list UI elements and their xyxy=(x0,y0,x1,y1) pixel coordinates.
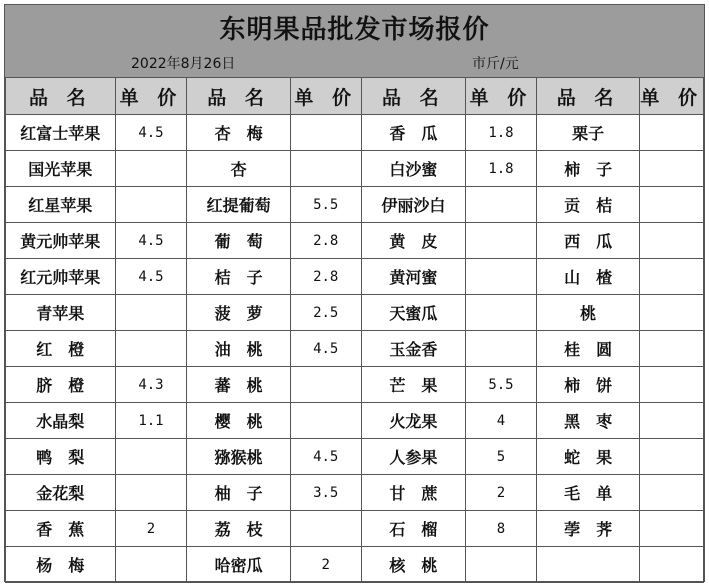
table-row xyxy=(6,367,704,403)
fruit-price-cell xyxy=(640,259,704,295)
fruit-price-cell xyxy=(466,223,537,259)
title-band xyxy=(5,5,704,77)
fruit-name-cell: 石 榴 xyxy=(361,511,465,547)
fruit-name-cell: 黑 枣 xyxy=(536,403,639,439)
table-row xyxy=(6,259,704,295)
fruit-name-cell xyxy=(536,547,639,583)
fruit-price-cell xyxy=(640,223,704,259)
fruit-name-cell: 荸 荠 xyxy=(536,511,639,547)
fruit-price-cell: 2 xyxy=(290,547,361,583)
table-row xyxy=(6,403,704,439)
fruit-price-cell xyxy=(640,403,704,439)
fruit-price-cell xyxy=(640,295,704,331)
fruit-price-cell: 4 xyxy=(466,403,537,439)
fruit-name-cell: 人参果 xyxy=(361,439,465,475)
fruit-price-cell xyxy=(466,547,537,583)
price-unit: 市斤/元 xyxy=(472,56,519,72)
fruit-price-cell xyxy=(640,547,704,583)
fruit-name-cell: 贡 桔 xyxy=(536,187,639,223)
fruit-name-cell: 红提葡萄 xyxy=(187,187,290,223)
fruit-name-cell: 火龙果 xyxy=(361,403,465,439)
fruit-name-cell: 葡 萄 xyxy=(187,223,290,259)
fruit-price-cell xyxy=(640,187,704,223)
fruit-price-cell: 4.5 xyxy=(290,331,361,367)
fruit-price-cell xyxy=(115,151,187,187)
fruit-name-cell: 金花梨 xyxy=(6,475,116,511)
fruit-name-cell: 芒 果 xyxy=(361,367,465,403)
fruit-price-cell xyxy=(640,331,704,367)
table-row xyxy=(6,187,704,223)
header-name-cell: 品 名 xyxy=(187,78,290,115)
fruit-price-cell xyxy=(466,331,537,367)
fruit-price-cell: 1.8 xyxy=(466,151,537,187)
table-row xyxy=(6,223,704,259)
fruit-name-cell: 桔 子 xyxy=(187,259,290,295)
table-row xyxy=(6,295,704,331)
header-price-cell: 单 价 xyxy=(640,78,704,115)
fruit-price-cell xyxy=(640,115,704,151)
fruit-name-cell: 桂 圆 xyxy=(536,331,639,367)
fruit-name-cell: 伊丽沙白 xyxy=(361,187,465,223)
fruit-name-cell: 国光苹果 xyxy=(6,151,116,187)
fruit-price-cell xyxy=(466,295,537,331)
fruit-name-cell: 香 瓜 xyxy=(361,115,465,151)
fruit-name-cell: 荔 枝 xyxy=(187,511,290,547)
fruit-name-cell: 甘 蔗 xyxy=(361,475,465,511)
fruit-price-cell xyxy=(290,511,361,547)
table-row xyxy=(6,115,704,151)
fruit-price-cell: 1.1 xyxy=(115,403,187,439)
fruit-price-cell: 2.8 xyxy=(290,259,361,295)
fruit-price-cell xyxy=(290,115,361,151)
fruit-name-cell: 猕猴桃 xyxy=(187,439,290,475)
fruit-price-cell xyxy=(466,259,537,295)
fruit-name-cell: 蛇 果 xyxy=(536,439,639,475)
fruit-price-cell xyxy=(290,403,361,439)
fruit-price-cell: 8 xyxy=(466,511,537,547)
fruit-name-cell: 脐 橙 xyxy=(6,367,116,403)
fruit-price-cell: 4.5 xyxy=(115,115,187,151)
fruit-price-cell: 2 xyxy=(115,511,187,547)
header-name-cell: 品 名 xyxy=(536,78,639,115)
table-row xyxy=(6,331,704,367)
fruit-price-cell xyxy=(115,295,187,331)
header-price-cell: 单 价 xyxy=(115,78,187,115)
fruit-name-cell: 红富士苹果 xyxy=(6,115,116,151)
fruit-price-cell: 4.5 xyxy=(290,439,361,475)
sheet-date: 2022年8月26日 xyxy=(131,56,236,72)
fruit-price-cell xyxy=(290,367,361,403)
fruit-name-cell: 西 瓜 xyxy=(536,223,639,259)
fruit-price-cell xyxy=(640,439,704,475)
fruit-price-cell xyxy=(290,151,361,187)
header-name-cell: 品 名 xyxy=(361,78,465,115)
fruit-name-cell: 油 桃 xyxy=(187,331,290,367)
table-row xyxy=(6,475,704,511)
fruit-price-cell xyxy=(640,475,704,511)
header-price-cell: 单 价 xyxy=(466,78,537,115)
fruit-price-cell: 4.5 xyxy=(115,223,187,259)
fruit-name-cell: 香 蕉 xyxy=(6,511,116,547)
fruit-name-cell: 青苹果 xyxy=(6,295,116,331)
table-row xyxy=(6,511,704,547)
fruit-name-cell: 哈密瓜 xyxy=(187,547,290,583)
fruit-name-cell: 黄 皮 xyxy=(361,223,465,259)
header-price-cell: 单 价 xyxy=(290,78,361,115)
fruit-name-cell: 桃 xyxy=(536,295,639,331)
fruit-name-cell: 毛 单 xyxy=(536,475,639,511)
table-row xyxy=(6,151,704,187)
fruit-price-cell: 2.5 xyxy=(290,295,361,331)
fruit-price-cell: 5.5 xyxy=(466,367,537,403)
price-sheet xyxy=(4,4,705,582)
header-name-cell: 品 名 xyxy=(6,78,116,115)
fruit-name-cell: 白沙蜜 xyxy=(361,151,465,187)
fruit-price-cell xyxy=(640,151,704,187)
price-table xyxy=(5,77,704,583)
fruit-price-cell: 2.8 xyxy=(290,223,361,259)
fruit-name-cell: 菠 萝 xyxy=(187,295,290,331)
fruit-name-cell: 水晶梨 xyxy=(6,403,116,439)
table-row xyxy=(6,547,704,583)
fruit-price-cell xyxy=(115,187,187,223)
fruit-name-cell: 柚 子 xyxy=(187,475,290,511)
table-row xyxy=(6,439,704,475)
fruit-price-cell xyxy=(640,511,704,547)
fruit-name-cell: 红元帅苹果 xyxy=(6,259,116,295)
fruit-name-cell: 玉金香 xyxy=(361,331,465,367)
fruit-price-cell: 3.5 xyxy=(290,475,361,511)
fruit-price-cell xyxy=(115,475,187,511)
fruit-name-cell: 柿 饼 xyxy=(536,367,639,403)
fruit-name-cell: 红 橙 xyxy=(6,331,116,367)
fruit-name-cell: 樱 桃 xyxy=(187,403,290,439)
sheet-title: 东明果品批发市场报价 xyxy=(219,15,490,45)
fruit-price-cell xyxy=(115,331,187,367)
fruit-name-cell: 栗子 xyxy=(536,115,639,151)
fruit-name-cell: 红星苹果 xyxy=(6,187,116,223)
header-row xyxy=(6,78,704,115)
fruit-price-cell: 1.8 xyxy=(466,115,537,151)
fruit-name-cell: 黄元帅苹果 xyxy=(6,223,116,259)
fruit-price-cell xyxy=(115,439,187,475)
fruit-price-cell: 4.3 xyxy=(115,367,187,403)
fruit-name-cell: 柿 子 xyxy=(536,151,639,187)
fruit-price-cell xyxy=(640,367,704,403)
fruit-price-cell: 5.5 xyxy=(290,187,361,223)
fruit-name-cell: 杏 xyxy=(187,151,290,187)
fruit-name-cell: 蕃 桃 xyxy=(187,367,290,403)
fruit-name-cell: 杨 梅 xyxy=(6,547,116,583)
fruit-name-cell: 天蜜瓜 xyxy=(361,295,465,331)
fruit-name-cell: 核 桃 xyxy=(361,547,465,583)
fruit-name-cell: 黄河蜜 xyxy=(361,259,465,295)
fruit-name-cell: 山 楂 xyxy=(536,259,639,295)
fruit-name-cell: 鸭 梨 xyxy=(6,439,116,475)
fruit-price-cell: 4.5 xyxy=(115,259,187,295)
fruit-price-cell xyxy=(466,187,537,223)
fruit-name-cell: 杏 梅 xyxy=(187,115,290,151)
fruit-price-cell: 5 xyxy=(466,439,537,475)
fruit-price-cell: 2 xyxy=(466,475,537,511)
fruit-price-cell xyxy=(115,547,187,583)
